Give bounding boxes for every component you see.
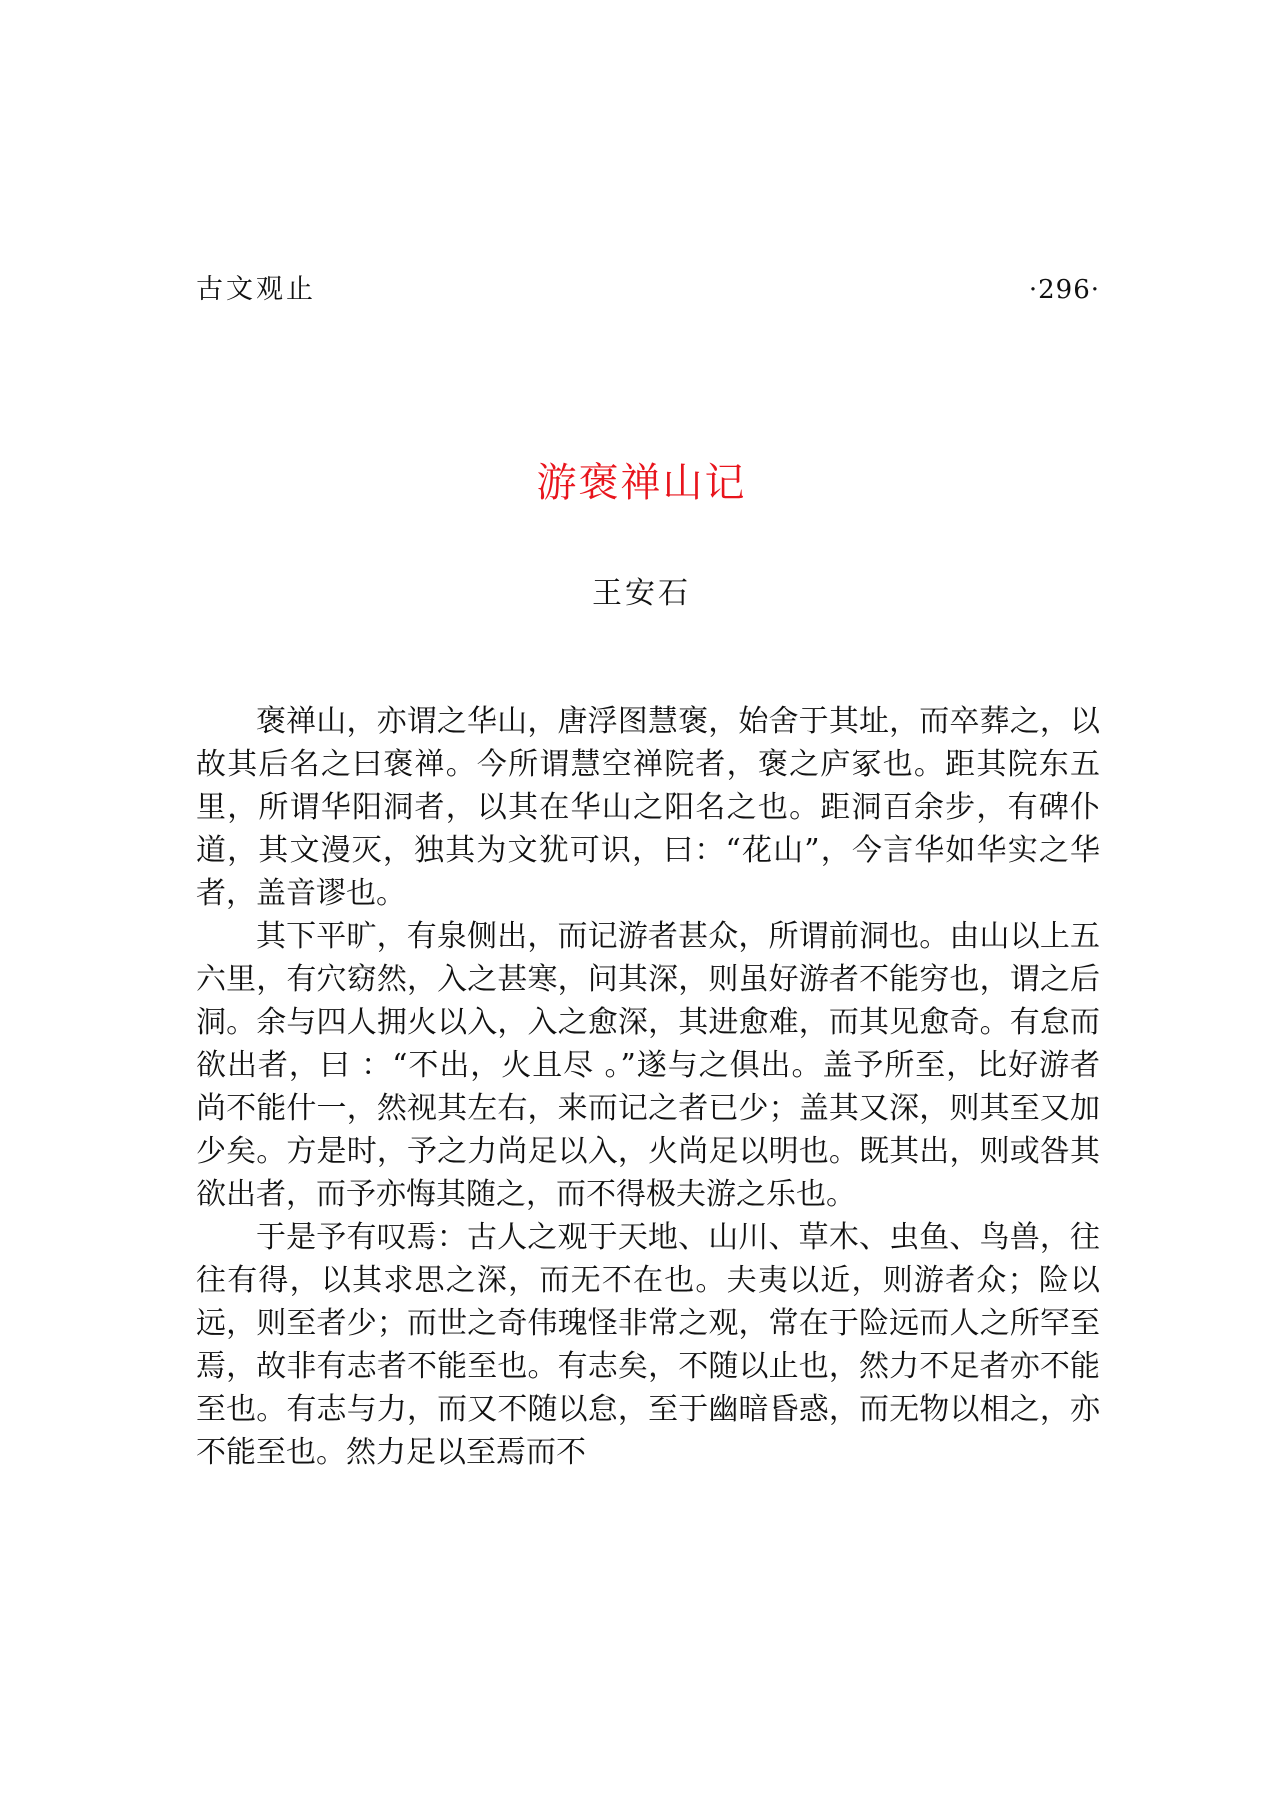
book-title: 古文观止 [196,274,316,305]
essay-body [196,700,1100,1474]
running-head [196,270,1100,310]
author-name: 王安石 [592,576,691,611]
page-number: ·296· [1028,275,1100,305]
essay-title: 游褒禅山记 [536,460,747,506]
paragraph: 其下平旷，有泉侧出，而记游者甚众，所谓前洞也。由山以上五六里，有穴窈然，入之甚寒，问其深，则虽好游者不能穷也，谓之后洞。余与四人拥火以入，入之愈深，其进愈难，而其见愈奇。有怠而欲出者，曰 ：“不出，火且尽 。”遂与之俱出。盖予所至，比好游者尚不能什一，然视其左右，来而记之者已少；盖其又深，则其至又加少矣。方是时，予之力尚足以入，火尚足以明也。既其出，则或咎其欲出者，而予亦悔其随之，而不得极夫游之乐也。 [196,919,1100,1212]
paragraph: 褒禅山，亦谓之华山，唐浮图慧褒，始舍于其址，而卒葬之，以故其后名之曰褒禅。今所谓慧空禅院者，褒之庐冢也。距其院东五里，所谓华阳洞者，以其在华山之阳名之也。距洞百余步，有碑仆道，其文漫灭，独其为文犹可识，曰：“花山”，今言华如华实之华者，盖音谬也。 [196,704,1100,911]
paragraph: 于是予有叹焉：古人之观于天地、山川、草木、虫鱼、鸟兽，往往有得，以其求思之深，而无不在也。夫夷以近，则游者众；险以远，则至者少；而世之奇伟瑰怪非常之观，常在于险远而人之所罕至焉，故非有志者不能至也。有志矣，不随以止也，然力不足者亦不能至也。有志与力，而又不随以怠，至于幽暗昏惑，而无物以相之，亦不能至也。然力足以至焉而不 [196,1220,1100,1470]
